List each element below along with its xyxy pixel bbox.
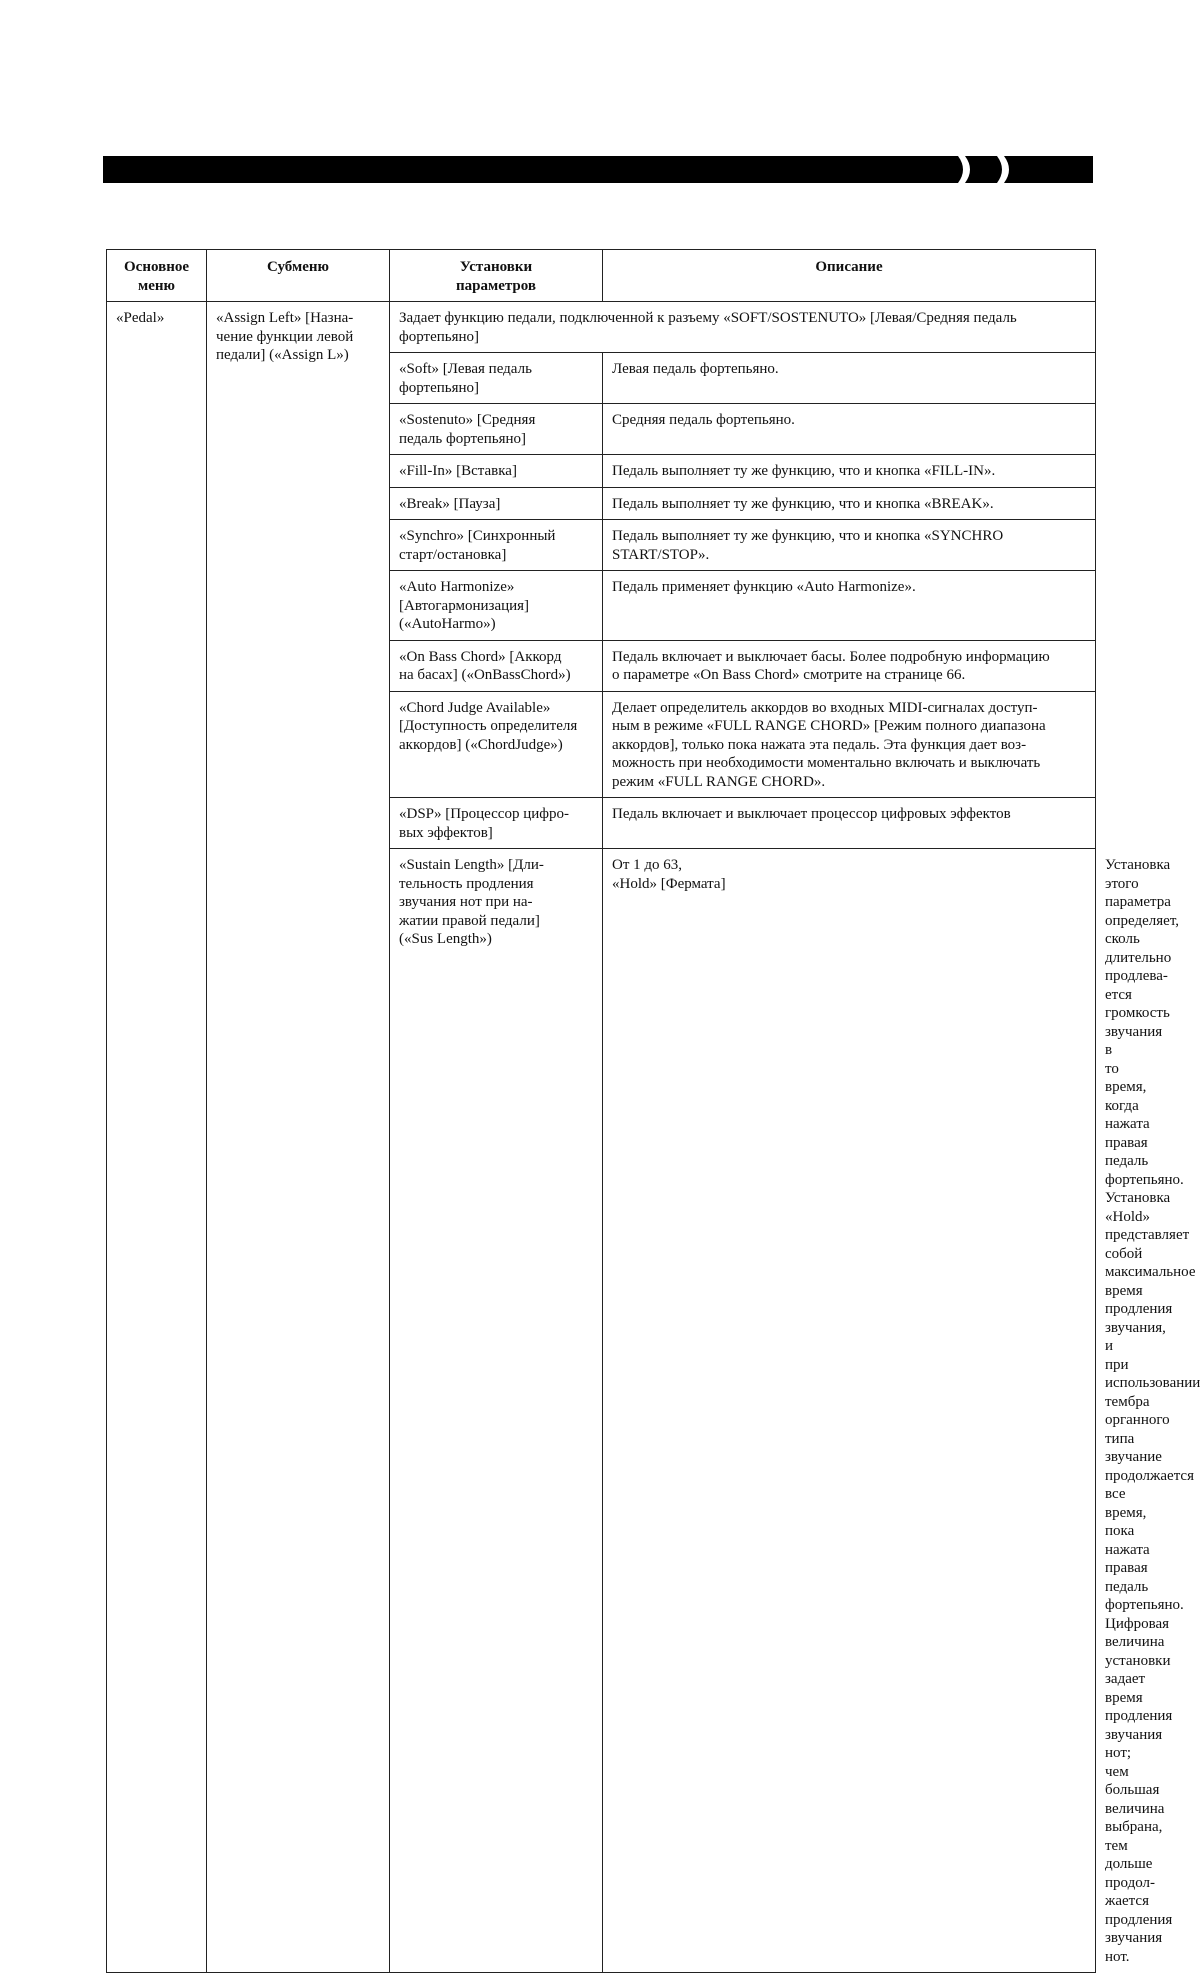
setting-cell: «Synchro» [Синхронный старт/остановка]: [390, 520, 603, 571]
header-bar-chevron: [965, 156, 1002, 183]
header-bar-tail: [1004, 156, 1093, 183]
table-row: [107, 302, 1096, 353]
description-cell: Левая педаль фортепьяно.: [603, 353, 1096, 404]
parameters-table: [106, 249, 1200, 1973]
setting-cell: «Sostenuto» [Средняя педаль фортепьяно]: [390, 404, 603, 455]
table-row: «Sustain Length» [Дли- тельность продления звучания нот при на- жатии правой педали] («Sus Length») От 1 до 63, «Hold» [Фермата] Установка этого параметра определяет, сколь длительно продлева- ется громкость звучания в то время, когда нажата правая педаль фортепьяно. Установка «Hold» представляет собой максимальное время продления звучания, и при использовании тембра органного типа звучание продолжается все время, пока нажата правая педаль фортепьяно. Цифровая величина установки задает время продления звучания нот; чем большая величина выбрана, тем дольше продол- жается продления звучания нот.: [107, 849, 1096, 1973]
header-param-settings: Установки параметров: [390, 250, 603, 302]
setting-cell: «Fill-In» [Вставка]: [390, 455, 603, 488]
header-bar-main: [103, 156, 963, 183]
description-cell: Педаль включает и выключает басы. Более подробную информацию о параметре «On Bass Chord» смотрите на странице 66.: [603, 640, 1096, 691]
submenu-sustain-length: «Sustain Length» [Дли- тельность продления звучания нот при на- жатии правой педали] («Sus Length»): [390, 849, 603, 1973]
setting-cell: «Chord Judge Available» [Доступность определителя аккордов] («ChordJudge»): [390, 691, 603, 798]
description-cell: Делает определитель аккордов во входных MIDI-сигналах доступ- ным в режиме «FULL RANGE CHORD» [Режим полного диапазона аккордов], только пока нажата эта педаль. Эта функция дает воз- можность при необходимости моментально включать и выключать режим «FULL RANGE CHORD».: [603, 691, 1096, 798]
header-bar-graphic: [103, 156, 1093, 183]
submenu-assign-left: «Assign Left» [Назна- чение функции левой педали] («Assign L»): [207, 302, 390, 1973]
main-menu-pedal: «Pedal»: [107, 302, 207, 1973]
description-cell: Педаль применяет функцию «Auto Harmonize».: [603, 571, 1096, 641]
setting-cell: «Break» [Пауза]: [390, 487, 603, 520]
page-header-bar: [103, 156, 1093, 183]
setting-cell: «DSP» [Процессор цифро- вых эффектов]: [390, 798, 603, 849]
header-main-menu: Основное меню: [107, 250, 207, 302]
setting-cell: «Auto Harmonize» [Автогармонизация] («AutoHarmo»): [390, 571, 603, 641]
description-cell: Средняя педаль фортепьяно.: [603, 404, 1096, 455]
header-description: Описание: [603, 250, 1096, 302]
description-cell: Педаль включает и выключает процессор цифровых эффектов: [603, 798, 1096, 849]
setting-cell: От 1 до 63, «Hold» [Фермата]: [603, 849, 1096, 1973]
table-header-row: [107, 250, 1096, 302]
description-cell: Педаль выполняет ту же функцию, что и кнопка «SYNCHRO START/STOP».: [603, 520, 1096, 571]
header-submenu: Субменю: [207, 250, 390, 302]
setting-cell: «On Bass Chord» [Аккорд на басах] («OnBassChord»): [390, 640, 603, 691]
description-cell: Педаль выполняет ту же функцию, что и кнопка «BREAK».: [603, 487, 1096, 520]
setting-cell: «Soft» [Левая педаль фортепьяно]: [390, 353, 603, 404]
assign-left-intro: Задает функцию педали, подключенной к разъему «SOFT/SOSTENUTO» [Левая/Средняя педаль фортепьяно]: [390, 302, 1096, 353]
description-cell: Педаль выполняет ту же функцию, что и кнопка «FILL-IN».: [603, 455, 1096, 488]
